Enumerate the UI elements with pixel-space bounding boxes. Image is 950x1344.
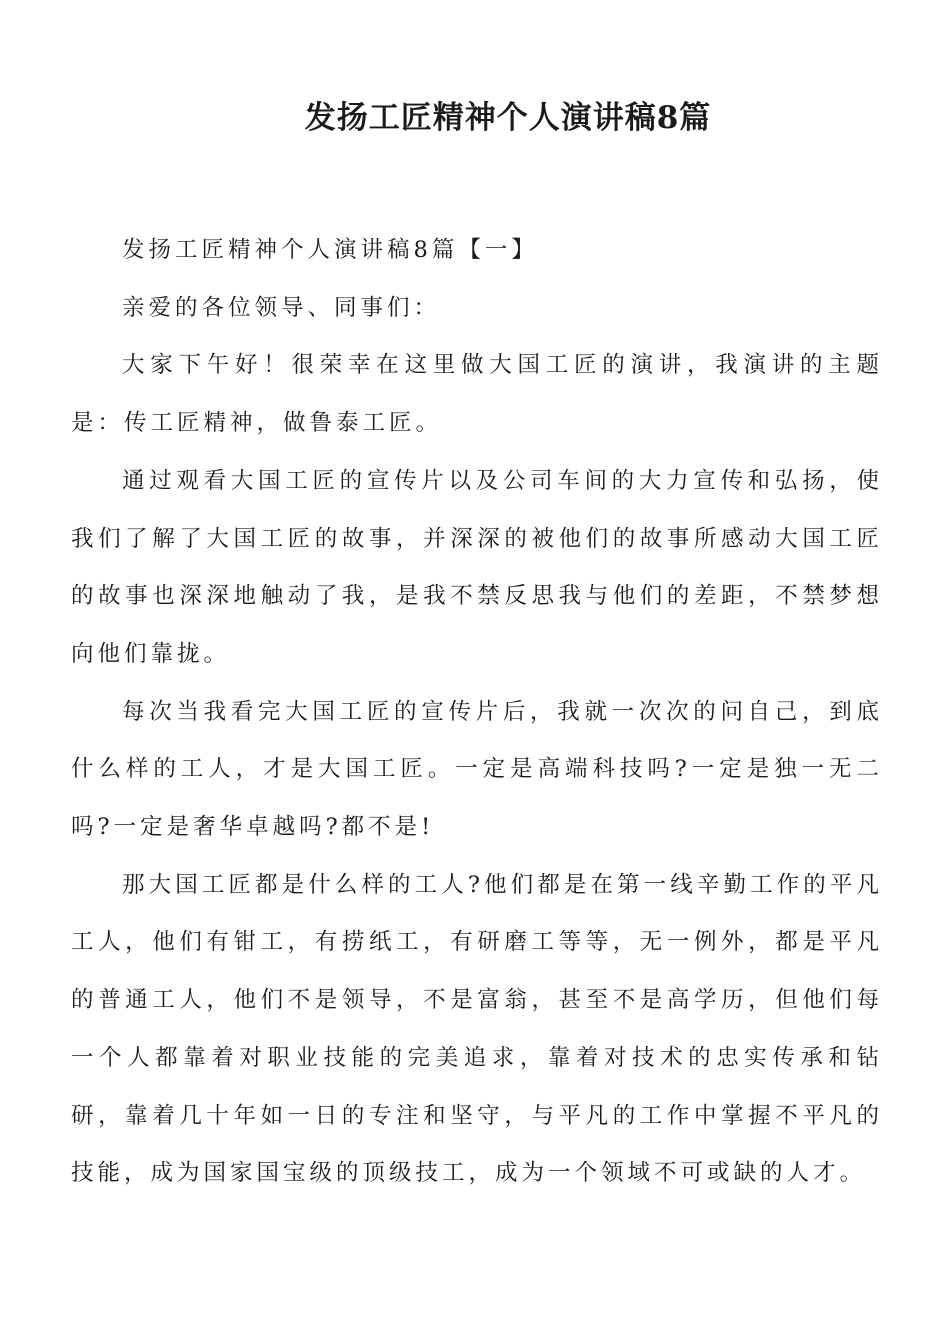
- body-paragraph: 那大国工匠都是什么样的工人?他们都是在第一线辛勤工作的平凡工人，他们有钳工，有捞纸工，有研磨工等等，无一例外，都是平凡的普通工人，他们不是领导，不是富翁，甚至不是高学历，但他们每一个人都靠着对职业技能的完美追求，靠着对技术的忠实传承和钻研，靠着几十年如一日的专注和坚守，与平凡的工作中掌握不平凡的技能，成为国家国宝级的顶级技工，成为一个领域不可或缺的人才。: [71, 871, 883, 1187]
- document-body: [71, 222, 883, 1203]
- body-paragraph: 通过观看大国工匠的宣传片以及公司车间的大力宣传和弘扬，使我们了解了大国工匠的故事，并深深的被他们的故事所感动大国工匠的故事也深深地触动了我，是我不禁反思我与他们的差距，不禁梦想向他们靠拢。: [71, 467, 883, 667]
- body-paragraph: 大家下午好！很荣幸在这里做大国工匠的演讲，我演讲的主题是：传工匠精神，做鲁泰工匠。: [71, 352, 883, 437]
- salutation-paragraph: 亲爱的各位领导、同事们：: [122, 294, 441, 321]
- document-title: 发扬工匠精神个人演讲稿8篇: [304, 100, 712, 136]
- body-paragraph: 每次当我看完大国工匠的宣传片后，我就一次次的问自己，到底什么样的工人，才是大国工匠。一定是高端科技吗?一定是独一无二吗?一定是奢华卓越吗?都不是!: [71, 698, 883, 841]
- section-heading: 发扬工匠精神个人演讲稿8篇【一】: [122, 237, 538, 263]
